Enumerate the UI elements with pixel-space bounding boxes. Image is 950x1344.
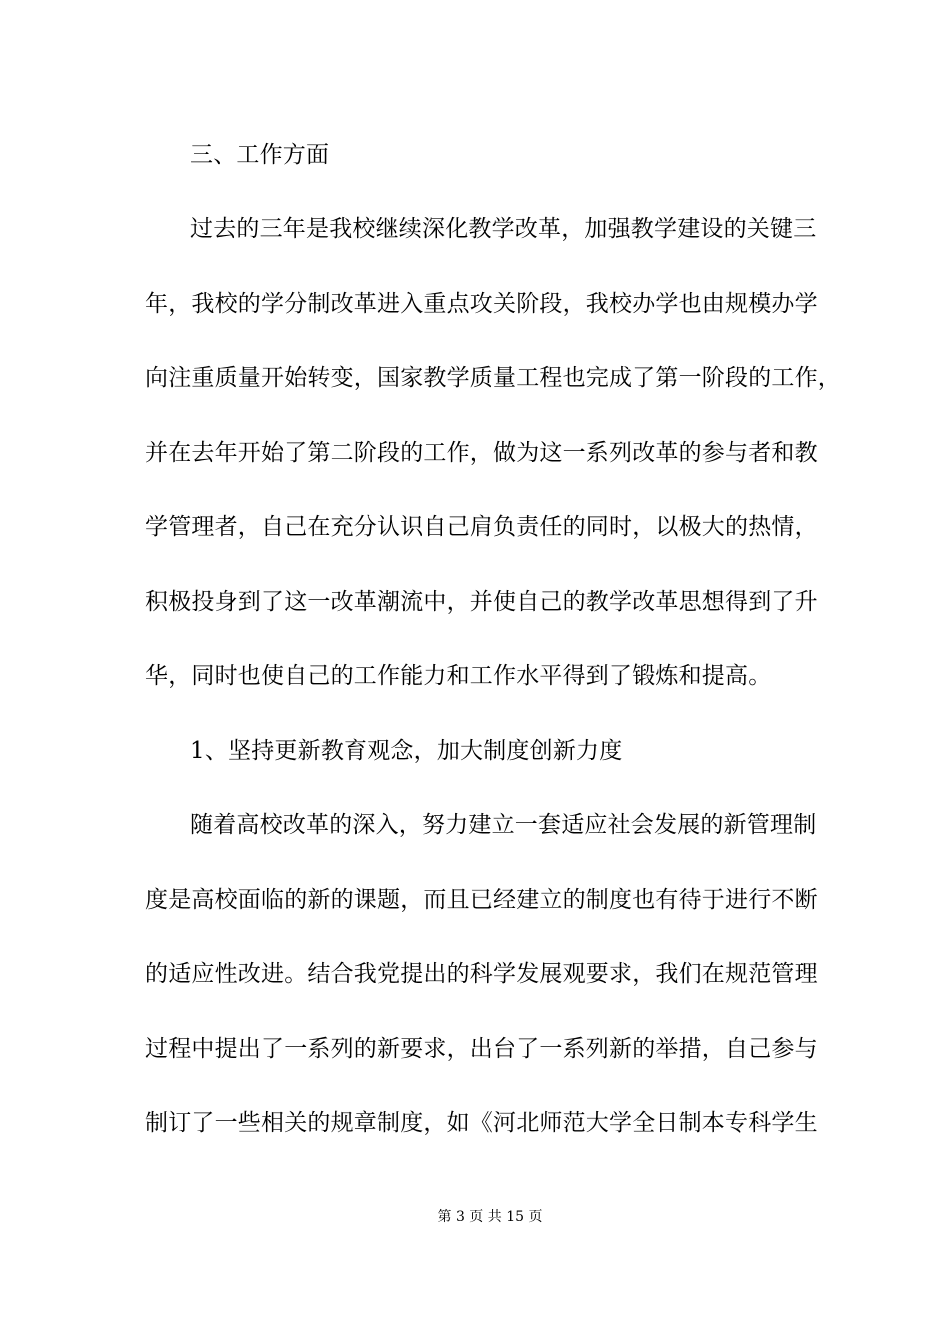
page-number-footer: 第 3 页 共 15 页 — [437, 1209, 543, 1225]
subsection-heading: 1、坚持更新教育观念，加大制度创新力度 — [190, 738, 623, 764]
paragraph-line: 制订了一些相关的规章制度，如《河北师范大学全日制本专科学生 — [145, 1110, 818, 1136]
paragraph-line: 的适应性改进。结合我党提出的科学发展观要求，我们在规范管理 — [145, 961, 818, 987]
paragraph-line: 随着高校改革的深入，努力建立一套适应社会发展的新管理制 — [190, 812, 817, 838]
paragraph-line: 向注重质量开始转变，国家教学质量工程也完成了第一阶段的工作， — [145, 365, 841, 391]
paragraph-line: 积极投身到了这一改革潮流中，并使自己的教学改革思想得到了升 — [145, 589, 818, 615]
paragraph-line: 华，同时也使自己的工作能力和工作水平得到了锻炼和提高。 — [145, 663, 772, 689]
paragraph-line: 度是高校面临的新的课题，而且已经建立的制度也有待于进行不断 — [145, 887, 818, 913]
section-heading: 三、工作方面 — [190, 142, 330, 168]
paragraph-line: 过去的三年是我校继续深化教学改革，加强教学建设的关键三 — [190, 216, 817, 242]
paragraph-line: 学管理者，自己在充分认识自己肩负责任的同时，以极大的热情， — [145, 514, 818, 540]
paragraph-line: 过程中提出了一系列的新要求，出台了一系列新的举措，自己参与 — [145, 1036, 818, 1062]
paragraph-line: 并在去年开始了第二阶段的工作，做为这一系列改革的参与者和教 — [145, 440, 818, 466]
paragraph-line: 年，我校的学分制改革进入重点攻关阶段，我校办学也由规模办学 — [145, 291, 818, 317]
